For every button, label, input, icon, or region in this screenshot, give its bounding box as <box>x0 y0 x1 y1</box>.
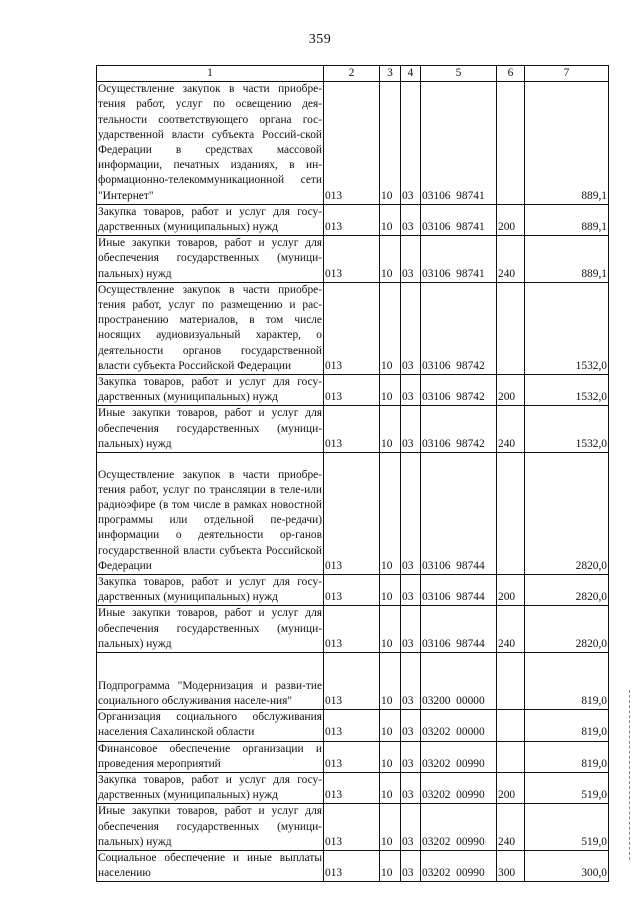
target-article-code: 03106 98744 <box>421 453 497 575</box>
section-code: 10 <box>380 804 401 851</box>
expense-type-code: 240 <box>497 406 525 453</box>
header-col-6: 6 <box>497 66 525 82</box>
amount: 2820,0 <box>525 575 609 606</box>
amount: 819,0 <box>525 710 609 741</box>
expense-type-code: 300 <box>497 850 525 881</box>
item-name <box>97 606 324 653</box>
section-code: 10 <box>380 850 401 881</box>
header-col-2: 2 <box>324 66 380 82</box>
section-code: 10 <box>380 236 401 283</box>
header-col-7: 7 <box>525 66 609 82</box>
subsection-code: 03 <box>401 575 421 606</box>
target-article-code: 03200 00000 <box>421 653 497 710</box>
item-name <box>97 850 324 881</box>
item-name <box>97 406 324 453</box>
expense-type-code: 200 <box>497 772 525 803</box>
item-name <box>97 453 324 575</box>
expense-type-code <box>497 741 525 772</box>
expense-type-code: 200 <box>497 204 525 235</box>
subsection-code: 03 <box>401 453 421 575</box>
expense-type-code: 200 <box>497 575 525 606</box>
item-name <box>97 82 324 205</box>
budget-table <box>96 65 609 882</box>
section-code: 10 <box>380 606 401 653</box>
amount: 1532,0 <box>525 406 609 453</box>
item-name <box>97 282 324 374</box>
expense-type-code <box>497 82 525 205</box>
item-name <box>97 804 324 851</box>
expense-type-code: 240 <box>497 606 525 653</box>
ministry-code: 013 <box>324 850 380 881</box>
ministry-code: 013 <box>324 236 380 283</box>
page-number: 359 <box>308 32 332 47</box>
ministry-code: 013 <box>324 282 380 374</box>
target-article-code: 03106 98742 <box>421 282 497 374</box>
item-name <box>97 653 324 710</box>
table-row <box>97 375 609 406</box>
subsection-code: 03 <box>401 850 421 881</box>
item-name-text: Закупка товаров, работ и услуг для госу-дарственных (муниципальных) нужд <box>98 376 322 404</box>
header-col-4: 4 <box>401 66 421 82</box>
table-row <box>97 82 609 205</box>
subsection-code: 03 <box>401 406 421 453</box>
header-col-3: 3 <box>380 66 401 82</box>
subsection-code: 03 <box>401 741 421 772</box>
expense-type-code <box>497 653 525 710</box>
section-code: 10 <box>380 575 401 606</box>
ministry-code: 013 <box>324 204 380 235</box>
ministry-code: 013 <box>324 406 380 453</box>
amount: 819,0 <box>525 653 609 710</box>
subsection-code: 03 <box>401 653 421 710</box>
item-name-text: Осуществление закупок в части приобре-тения работ, услуг по трансляции в теле-или радиоэфире (в том числе в рамках новостной программы или отдельной пе-редачи) информации о деятельности ор-ганов государственной власти субъекта Российской Федерации <box>98 468 322 572</box>
header-col-5: 5 <box>421 66 497 82</box>
amount: 889,1 <box>525 236 609 283</box>
item-name <box>97 375 324 406</box>
section-code: 10 <box>380 653 401 710</box>
subsection-code: 03 <box>401 236 421 283</box>
item-name <box>97 236 324 283</box>
item-name-text: Финансовое обеспечение организации и проведения мероприятий <box>98 742 322 770</box>
item-name <box>97 204 324 235</box>
table-row <box>97 710 609 741</box>
item-name-text: Организация социального обслуживания населения Сахалинской области <box>98 711 322 739</box>
table-row <box>97 204 609 235</box>
section-code: 10 <box>380 772 401 803</box>
section-code: 10 <box>380 453 401 575</box>
table-row <box>97 741 609 772</box>
expense-type-code: 200 <box>497 375 525 406</box>
ministry-code: 013 <box>324 804 380 851</box>
section-code: 10 <box>380 82 401 205</box>
table-row <box>97 606 609 653</box>
amount: 2820,0 <box>525 453 609 575</box>
scan-edge-mark <box>626 690 630 860</box>
table-row <box>97 236 609 283</box>
expense-type-code <box>497 282 525 374</box>
section-code: 10 <box>380 282 401 374</box>
item-name-text: Иные закупки товаров, работ и услуг для обеспечения государственных (муници-пальных) нужд <box>98 407 322 450</box>
target-article-code: 03106 98741 <box>421 204 497 235</box>
table-row <box>97 804 609 851</box>
table-row <box>97 453 609 575</box>
section-code: 10 <box>380 710 401 741</box>
expense-type-code <box>497 710 525 741</box>
section-code: 10 <box>380 204 401 235</box>
item-name-text: Осуществление закупок в части приобре-тения работ, услуг по освещению дея-тельности соответствующего органа гос-ударственной власти субъекта Россий-ской Федерации в средствах массовой информации, печатных изданиях, в ин-формационно-телекоммуникационной сети "Интернет" <box>98 83 322 202</box>
subsection-code: 03 <box>401 772 421 803</box>
amount: 2820,0 <box>525 606 609 653</box>
item-name <box>97 575 324 606</box>
item-name <box>97 710 324 741</box>
amount: 300,0 <box>525 850 609 881</box>
amount: 519,0 <box>525 772 609 803</box>
ministry-code: 013 <box>324 710 380 741</box>
ministry-code: 013 <box>324 375 380 406</box>
header-row <box>97 66 609 82</box>
table-row <box>97 406 609 453</box>
item-name-text: Подпрограмма "Модернизация и разви-тие социального обслуживания населе-ния" <box>98 679 322 707</box>
target-article-code: 03106 98742 <box>421 406 497 453</box>
table-row <box>97 653 609 710</box>
subsection-code: 03 <box>401 375 421 406</box>
amount: 819,0 <box>525 741 609 772</box>
subsection-code: 03 <box>401 204 421 235</box>
item-name-text: Иные закупки товаров, работ и услуг для обеспечения государственных (муници-пальных) нужд <box>98 805 322 848</box>
ministry-code: 013 <box>324 575 380 606</box>
expense-type-code <box>497 453 525 575</box>
ministry-code: 013 <box>324 82 380 205</box>
target-article-code: 03202 00000 <box>421 710 497 741</box>
amount: 889,1 <box>525 82 609 205</box>
table-row <box>97 282 609 374</box>
item-name <box>97 741 324 772</box>
target-article-code: 03106 98742 <box>421 375 497 406</box>
target-article-code: 03106 98744 <box>421 606 497 653</box>
item-name-text: Закупка товаров, работ и услуг для госу-дарственных (муниципальных) нужд <box>98 576 322 604</box>
amount: 889,1 <box>525 204 609 235</box>
subsection-code: 03 <box>401 804 421 851</box>
target-article-code: 03202 00990 <box>421 804 497 851</box>
section-code: 10 <box>380 406 401 453</box>
target-article-code: 03106 98741 <box>421 236 497 283</box>
subsection-code: 03 <box>401 710 421 741</box>
item-name-text: Закупка товаров, работ и услуг для госу-дарственных (муниципальных) нужд <box>98 773 322 802</box>
subsection-code: 03 <box>401 606 421 653</box>
subsection-code: 03 <box>401 282 421 374</box>
item-name-text: Иные закупки товаров, работ и услуг для обеспечения государственных (муници-пальных) нужд <box>98 607 322 650</box>
target-article-code: 03202 00990 <box>421 772 497 803</box>
expense-type-code: 240 <box>497 804 525 851</box>
ministry-code: 013 <box>324 453 380 575</box>
table-row <box>97 575 609 606</box>
table-row <box>97 850 609 881</box>
section-code: 10 <box>380 375 401 406</box>
amount: 519,0 <box>525 804 609 851</box>
subsection-code: 03 <box>401 82 421 205</box>
header-col-1: 1 <box>97 66 324 82</box>
item-name <box>97 772 324 803</box>
item-name-text: Иные закупки товаров, работ и услуг для обеспечения государственных (муници-пальных) нужд <box>98 237 322 280</box>
amount: 1532,0 <box>525 375 609 406</box>
item-name-text: Осуществление закупок в части приобре-тения работ, услуг по размещению и рас-пространению материалов, в том числе носящих аудиовизуальный характер, о деятельности органов государственной власти субъекта Российской Федерации <box>98 283 322 372</box>
amount: 1532,0 <box>525 282 609 374</box>
section-code: 10 <box>380 741 401 772</box>
target-article-code: 03202 00990 <box>421 850 497 881</box>
ministry-code: 013 <box>324 741 380 772</box>
expense-type-code: 240 <box>497 236 525 283</box>
ministry-code: 013 <box>324 772 380 803</box>
item-name-text: Социальное обеспечение и иные выплаты населению <box>98 851 322 880</box>
item-name-text: Закупка товаров, работ и услуг для госу-дарственных (муниципальных) нужд <box>98 205 322 234</box>
ministry-code: 013 <box>324 606 380 653</box>
target-article-code: 03202 00990 <box>421 741 497 772</box>
ministry-code: 013 <box>324 653 380 710</box>
target-article-code: 03106 98741 <box>421 82 497 205</box>
target-article-code: 03106 98744 <box>421 575 497 606</box>
table-row <box>97 772 609 803</box>
